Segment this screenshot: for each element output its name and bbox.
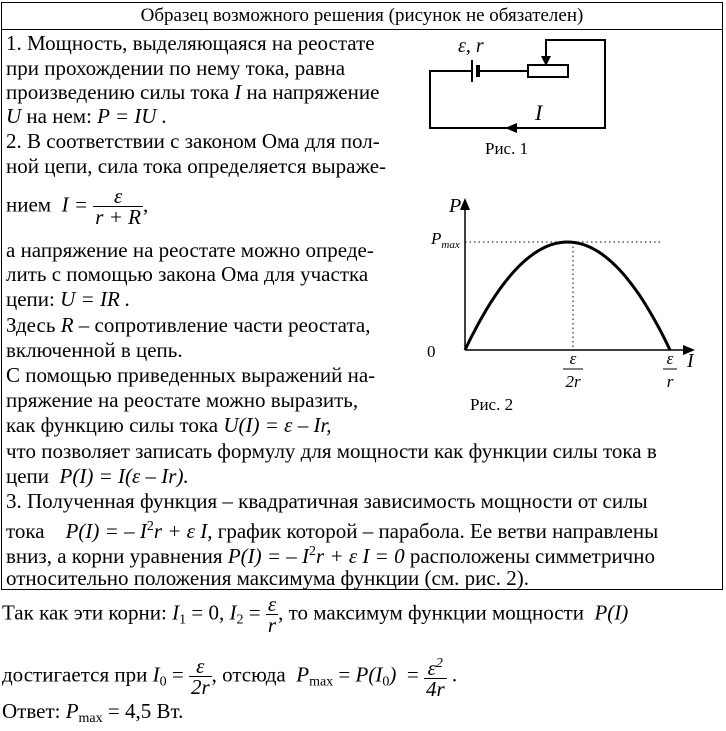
current-label: I: [535, 100, 543, 125]
conclusion-line1: Так как эти корни: $I_1 = 0$, $I_2$ = $\frac{\varepsilon}{r}$ , то максимум функции мощности P(I): [2, 592, 629, 637]
tick2-num: ε: [666, 349, 674, 368]
rheostat: [528, 65, 568, 77]
y-axis-arrow-icon: [460, 198, 470, 210]
p1-line1: 1. Мощность, выделяющаяся на реостате: [6, 31, 375, 55]
p2-line8: включенной в цепь.: [6, 338, 183, 362]
circuit-figure: [420, 28, 620, 168]
p2-line9: С помощью приведенных выражений на-: [6, 363, 376, 387]
p3-line3: вниз, а корни уравнения P(I) = – $I^2r + \varepsilon$ I = 0 расположены симметрично: [6, 544, 655, 568]
fig1-caption: Рис. 1: [485, 139, 529, 158]
pmax-label: $P_{max}$: [431, 229, 460, 251]
circuit-wire: [430, 40, 605, 128]
origin-label: 0: [427, 342, 436, 361]
emf-label: ε, r: [458, 35, 484, 57]
p2-line1: 2. В соответствии с законом Ома для пол-: [6, 129, 380, 153]
tick1-den: 2r: [565, 372, 581, 391]
p3-line2: тока P(I) = – $I^2r + \varepsilon$ I, график которой – парабола. Ее ветви направлены: [6, 519, 659, 543]
p2-line4: а напряжение на реостате можно опреде-: [6, 238, 374, 262]
p2-line13: цепи P(I) = I(ε – Ir).: [6, 464, 189, 488]
answer-line: Ответ: $P_{max} = 4,5$ Вт.: [2, 699, 184, 726]
p1-line3: произведению силы тока I на напряжение: [6, 80, 380, 104]
p2-line11: как функцию силы тока U(I) = ε – Ir,: [6, 413, 332, 437]
roots-fraction: $\frac{\varepsilon}{r}$: [267, 592, 277, 637]
p2-line10: пряжение на реостате можно выразить,: [6, 388, 359, 412]
header: Образец возможного решения (рисунок не обязателен): [1, 2, 723, 30]
p3-line1: 3. Полученная функция – квадратичная зависимость мощности от силы: [6, 489, 648, 513]
p2-line5: лить с помощью закона Ома для участка: [6, 262, 369, 286]
p2-line2: ной цепи, сила тока определяется выраже-: [6, 154, 387, 178]
fig2-caption: Рис. 2: [470, 395, 514, 414]
y-axis-label: P: [449, 195, 462, 217]
x-axis-label: I: [687, 350, 694, 372]
p1-line4: U на нем: P = IU .: [6, 104, 167, 128]
conclusion-line2: достигается при $I_0$ = $\frac{\varepsilon}{2r}$ , отсюда $P_{max} = P(I_0)$ = $\frac{\varepsilon^2}{4r}$ .: [2, 654, 458, 701]
p2-line3: нием I = $\frac{\varepsilon}{r + R}$ ,: [6, 184, 149, 229]
tick2-den: r: [666, 372, 674, 391]
power-curve: [465, 242, 670, 350]
p2-line6: цепи: U = IR .: [6, 287, 131, 311]
p2-line12: что позволяет записать формулу для мощности как функции силы тока в: [6, 439, 657, 463]
pmax-fraction: $\frac{\varepsilon^2}{4r}$: [425, 656, 445, 701]
ohm-fraction: $\frac{\varepsilon}{r + R}$: [95, 184, 141, 229]
tick1-num: ε: [569, 349, 577, 368]
current-arrow-icon: [505, 123, 517, 133]
p1-line2: при прохождении по нему тока, равна: [6, 56, 346, 80]
p3-line4: относительно положения максимума функции (см. рис. 2).: [6, 566, 529, 590]
imax-fraction: $\frac{\varepsilon}{2r}$: [190, 654, 210, 699]
p2-line7: Здесь R – сопротивление части реостата,: [6, 313, 371, 337]
power-graph: [425, 192, 715, 418]
